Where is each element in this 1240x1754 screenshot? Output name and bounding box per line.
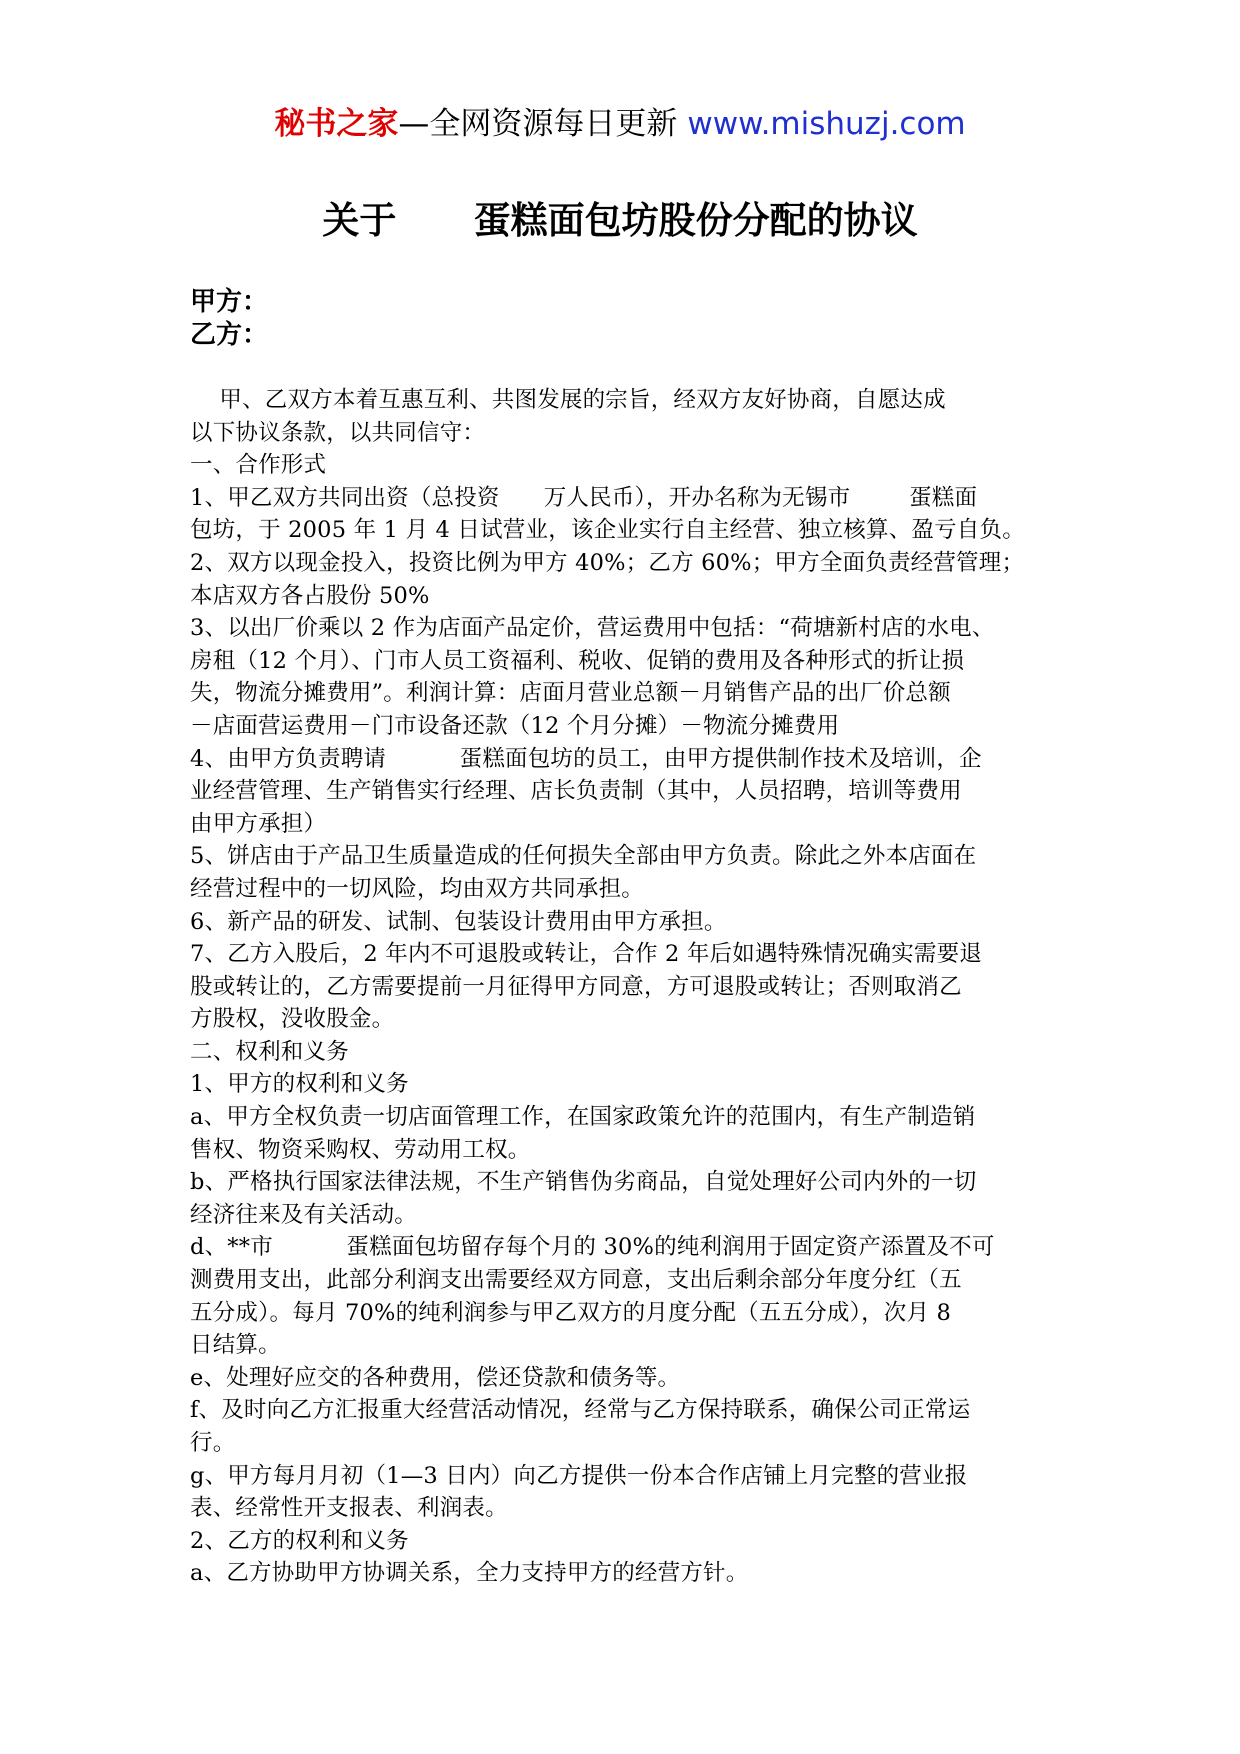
agreement-line: 包坊，于 2005 年 1 月 4 日试营业，该企业实行自主经营、独立核算、盈亏自负。 <box>190 517 1025 544</box>
agreement-line: f、及时向乙方汇报重大经营活动情况，经常与乙方保持联系，确保公司正常运 <box>190 1397 971 1424</box>
agreement-line: 经营过程中的一切风险，均由双方共同承担。 <box>190 875 645 902</box>
agreement-line: 2、双方以现金投入，投资比例为甲方 40%；乙方 60%；甲方全面负责经营管理； <box>190 549 1025 576</box>
parties-block <box>190 286 268 352</box>
agreement-line: 1、甲乙双方共同出资（总投资 万人民币），开办名称为无锡市 蛋糕面 <box>190 484 978 511</box>
agreement-line: 房租（12 个月）、门市人员工资福利、税收、促销的费用及各种形式的折让损 <box>190 647 965 674</box>
site-brand: 秘书之家 <box>274 106 399 142</box>
agreement-line: 日结算。 <box>190 1332 281 1359</box>
site-tagline: —全网资源每日更新 <box>398 106 678 142</box>
agreement-line: 方股权，没收股金。 <box>190 1006 395 1033</box>
agreement-line: －店面营运费用－门市设备还款（12 个月分摊）－物流分摊费用 <box>190 712 840 739</box>
party-b-label: 乙方： <box>190 320 269 350</box>
agreement-line: 经济往来及有关活动。 <box>190 1201 418 1228</box>
agreement-line: 2、乙方的权利和义务 <box>190 1527 409 1554</box>
agreement-line: d、**市 蛋糕面包坊留存每个月的 30%的纯利润用于固定资产添置及不可 <box>190 1234 995 1261</box>
site-header <box>0 98 1240 150</box>
agreement-line: 五分成）。每月 70%的纯利润参与甲乙双方的月度分配（五五分成），次月 8 <box>190 1299 952 1326</box>
agreement-line: a、乙方协助甲方协调关系，全力支持甲方的经营方针。 <box>190 1560 749 1587</box>
agreement-line: 售权、物资采购权、劳动用工权。 <box>190 1136 531 1163</box>
agreement-line: 4、由甲方负责聘请 蛋糕面包坊的员工，由甲方提供制作技术及培训，企 <box>190 745 982 772</box>
site-url-link[interactable]: www.mishuzj.com <box>687 106 966 142</box>
agreement-line: 一、合作形式 <box>190 452 327 479</box>
party-a-label: 甲方： <box>190 287 269 317</box>
agreement-line: 股或转让的，乙方需要提前一月征得甲方同意，方可退股或转让；否则取消乙 <box>190 973 962 1000</box>
agreement-body <box>190 384 1060 1590</box>
agreement-line: g、甲方每月月初（1—3 日内）向乙方提供一份本合作店铺上月完整的营业报 <box>190 1462 968 1489</box>
agreement-line: e、处理好应交的各种费用，偿还贷款和债务等。 <box>190 1364 681 1391</box>
document-title: 关于 蛋糕面包坊股份分配的协议 <box>322 199 918 242</box>
agreement-line: 行。 <box>190 1430 236 1456</box>
agreement-line: 甲、乙双方本着互惠互利、共图发展的宗旨，经双方友好协商，自愿达成 <box>190 387 946 413</box>
agreement-line: 5、饼店由于产品卫生质量造成的任何损失全部由甲方负责。除此之外本店面在 <box>190 843 977 870</box>
agreement-line: b、严格执行国家法律法规，不生产销售伪劣商品，自觉处理好公司内外的一切 <box>190 1169 977 1196</box>
agreement-line: 表、经常性开支报表、利润表。 <box>190 1495 508 1522</box>
agreement-line: 业经营管理、生产销售实行经理、店长负责制（其中，人员招聘，培训等费用 <box>190 778 962 805</box>
agreement-line: 以下协议条款，以共同信守： <box>190 419 486 446</box>
agreement-line: 本店双方各占股份 50% <box>190 582 430 609</box>
agreement-line: 由甲方承担） <box>190 810 327 837</box>
agreement-line: 测费用支出，此部分利润支出需要经双方同意，支出后剩余部分年度分红（五 <box>190 1267 962 1294</box>
agreement-line: 1、甲方的权利和义务 <box>190 1071 409 1098</box>
agreement-line: 失，物流分摊费用”。利润计算：店面月营业总额－月销售产品的出厂价总额 <box>190 680 951 707</box>
agreement-line: 7、乙方入股后，2 年内不可退股或转让，合作 2 年后如遇特殊情况确实需要退 <box>190 941 983 968</box>
agreement-line: a、甲方全权负责一切店面管理工作，在国家政策允许的范围内，有生产制造销 <box>190 1104 976 1131</box>
agreement-line: 二、权利和义务 <box>190 1038 349 1065</box>
agreement-line: 3、以出厂价乘以 2 作为店面产品定价，营运费用中包括：“荷塘新村店的水电、 <box>190 615 995 642</box>
agreement-line: 6、新产品的研发、试制、包装设计费用由甲方承担。 <box>190 908 727 935</box>
